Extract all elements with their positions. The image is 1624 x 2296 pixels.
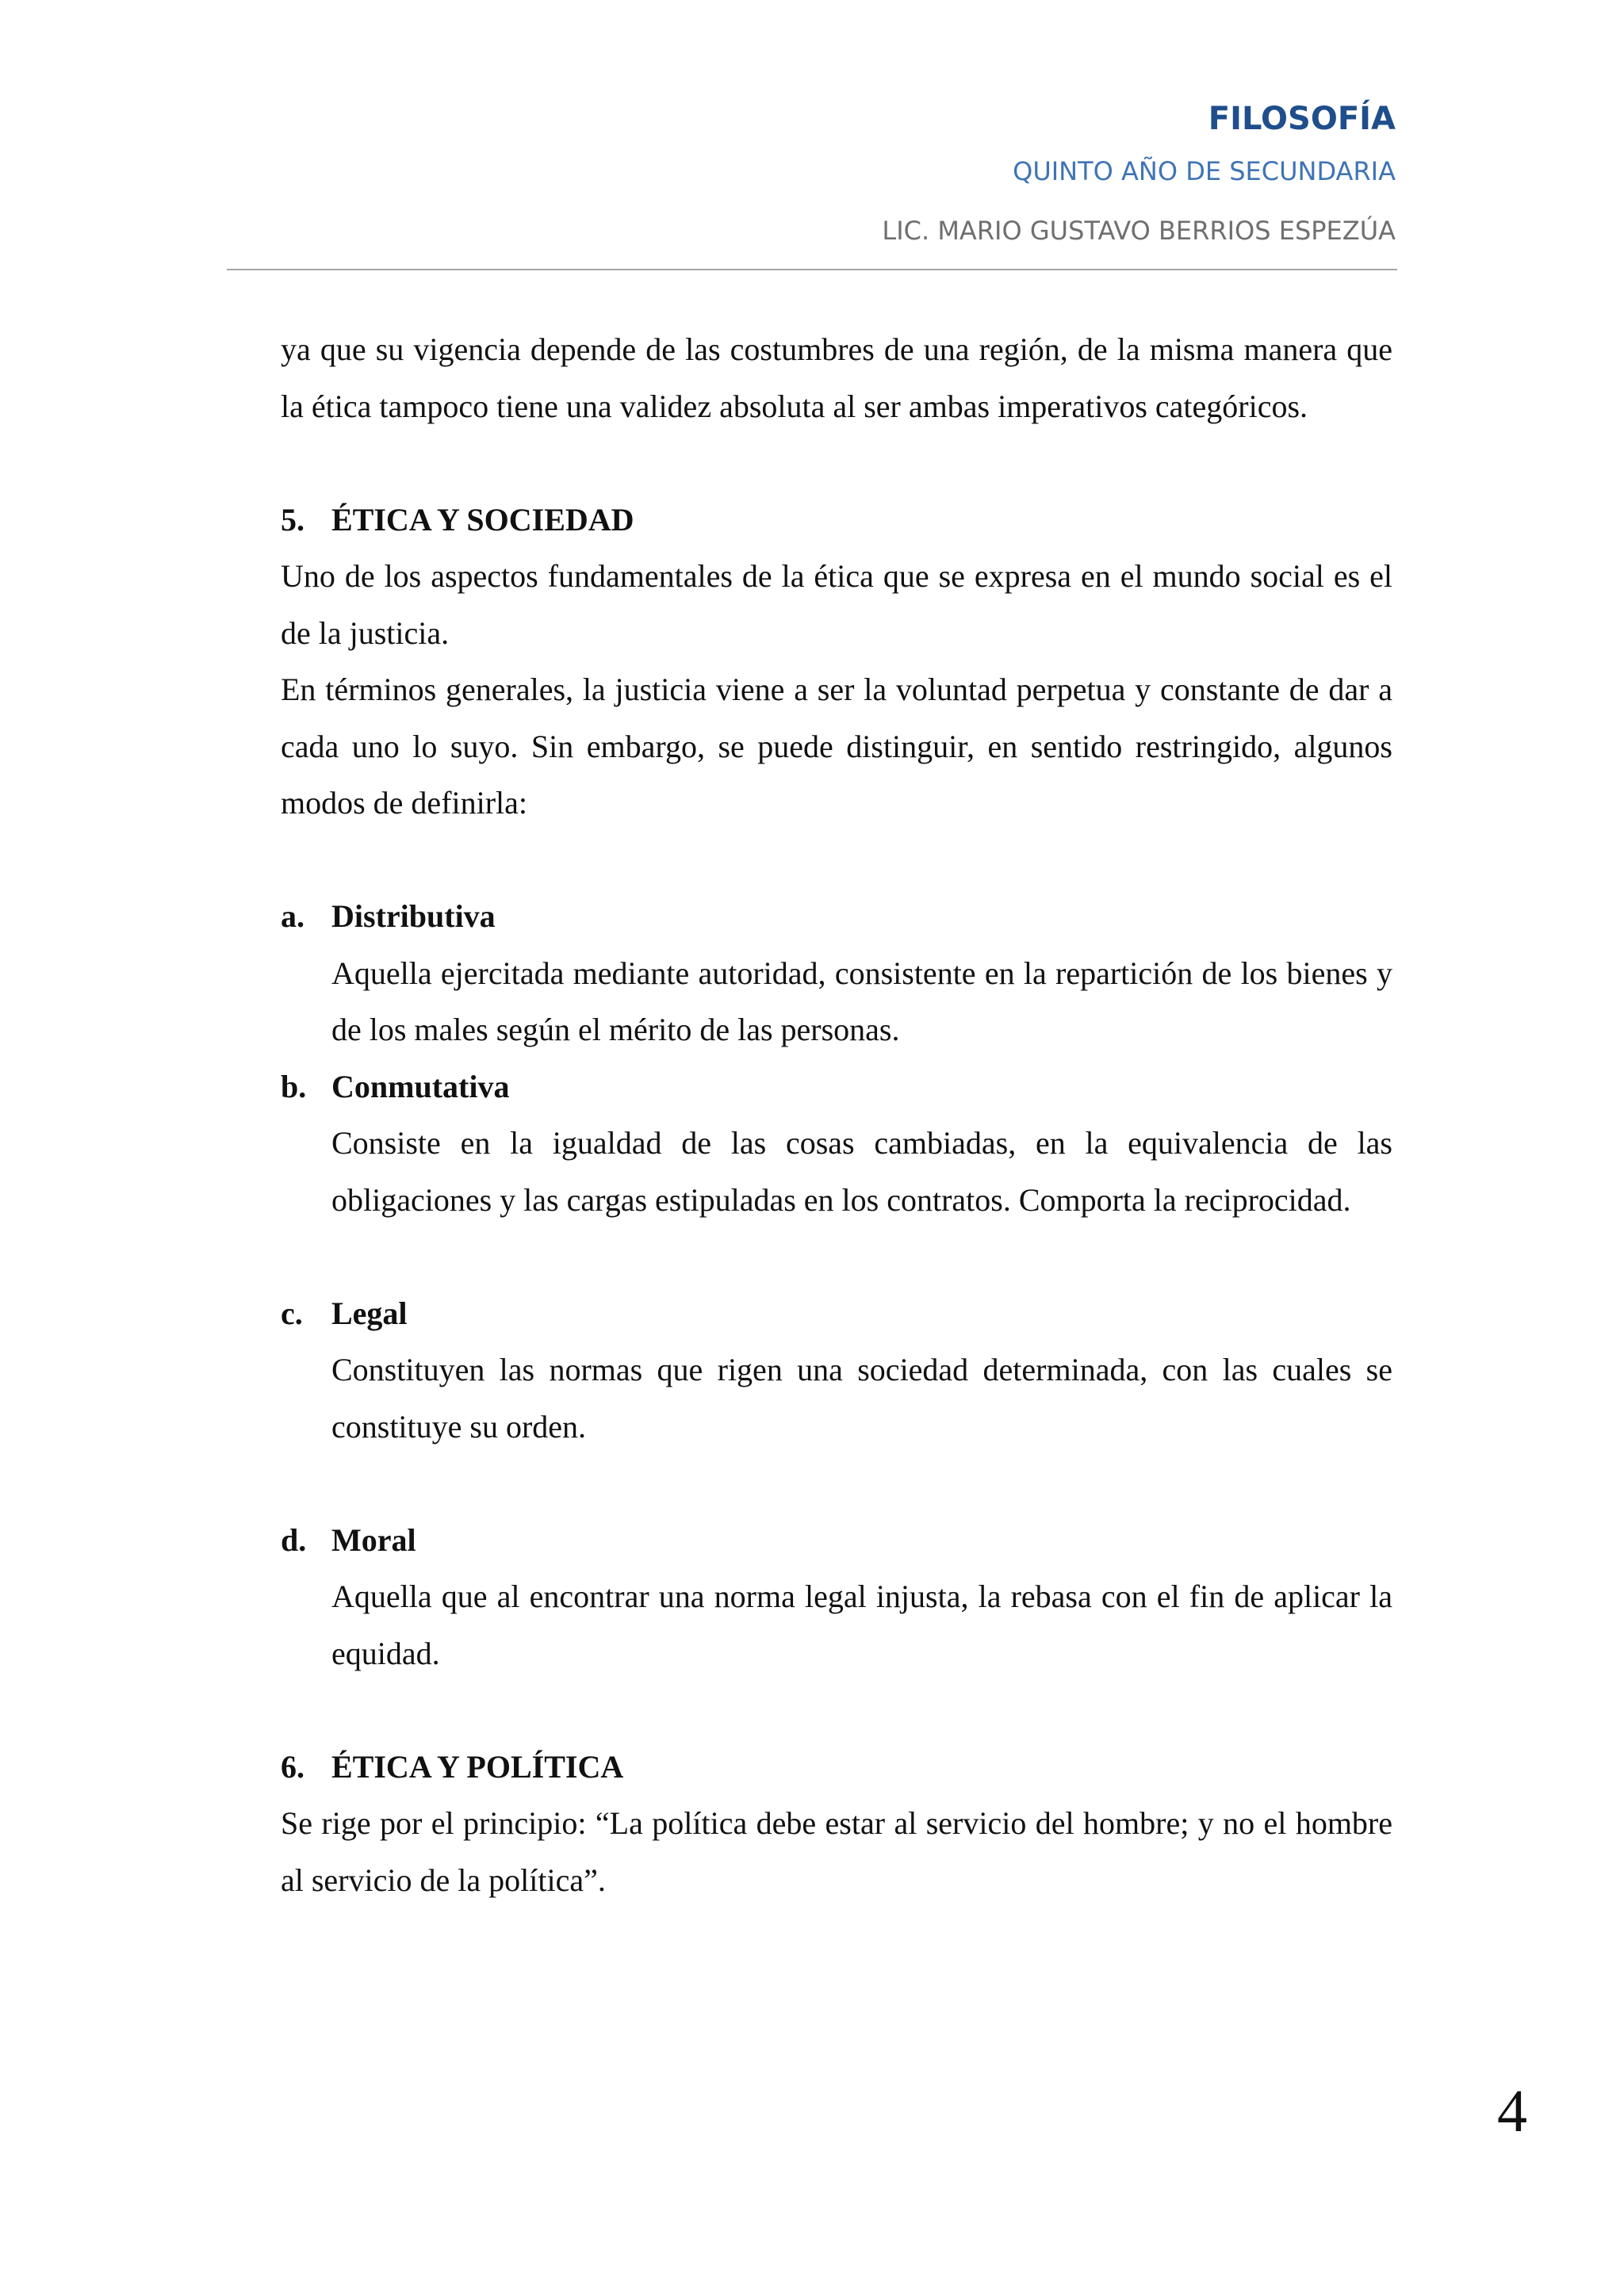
justice-item-d-letter: d. — [281, 1521, 307, 1558]
section-6-paragraph-1: Se rige por el principio: “La política debe estar al servicio del hombre; y no el hombre al servicio de la política”. — [281, 1805, 1392, 1898]
header-divider — [227, 269, 1397, 270]
header-author: LIC. MARIO GUSTAVO BERRIOS ESPEZÚA — [882, 216, 1396, 246]
justice-item-c-title: Legal — [331, 1295, 408, 1331]
justice-item-c-letter: c. — [281, 1295, 303, 1331]
justice-item-a-letter: a. — [281, 898, 304, 934]
intro-paragraph: ya que su vigencia depende de las costumbres de una región, de la misma manera que la ética tampoco tiene una validez absoluta al ser ambas imperativos categóricos. — [281, 331, 1392, 424]
section-6-title: ÉTICA Y POLÍTICA — [331, 1748, 624, 1785]
justice-item-b-letter: b. — [281, 1068, 307, 1104]
spacer — [281, 1682, 1392, 1739]
justice-item-a-title: Distributiva — [331, 898, 496, 934]
page-header — [228, 95, 1396, 250]
spacer — [281, 434, 1392, 492]
spacer — [281, 1455, 1392, 1512]
justice-item-b-title: Conmutativa — [331, 1068, 510, 1104]
section-5-paragraph-1: Uno de los aspectos fundamentales de la ética que se expresa en el mundo social es el de la justicia. — [281, 558, 1392, 651]
spacer — [281, 1228, 1392, 1285]
justice-item-c-text: Constituyen las normas que rigen una sociedad determinada, con las cuales se constituye su orden. — [331, 1352, 1392, 1445]
section-5-number: 5. — [281, 501, 304, 538]
spacer — [281, 832, 1392, 889]
justice-item-d-title: Moral — [331, 1521, 416, 1558]
justice-item-d-text: Aquella que al encontrar una norma legal injusta, la rebasa con el fin de aplicar la equidad. — [331, 1578, 1392, 1671]
justice-item-c-heading — [281, 1285, 1392, 1342]
header-grade: QUINTO AÑO DE SECUNDARIA — [1013, 156, 1396, 186]
section-6-number: 6. — [281, 1748, 304, 1785]
justice-item-d-heading — [281, 1512, 1392, 1569]
section-5-paragraph-2: En términos generales, la justicia viene a ser la voluntad perpetua y constante de dar a cada uno lo suyo. Sin embargo, se puede distinguir, en sentido restringido, algunos modos de definirla: — [281, 672, 1392, 821]
header-subject: FILOSOFÍA — [1208, 101, 1396, 137]
justice-item-a-heading — [281, 888, 1392, 945]
section-6-heading — [281, 1739, 1392, 1796]
document-body — [281, 321, 1392, 1908]
justice-item-b-text: Consiste en la igualdad de las cosas cambiadas, en la equivalencia de las obligaciones y las cargas estipuladas en los contratos. Comporta la reciprocidad. — [331, 1125, 1392, 1218]
section-5-heading — [281, 492, 1392, 549]
justice-item-b-heading — [281, 1058, 1392, 1115]
page-number: 4 — [1497, 2078, 1527, 2145]
justice-item-a-text: Aquella ejercitada mediante autoridad, consistente en la repartición de los bienes y de los males según el mérito de las personas. — [331, 955, 1392, 1047]
section-5-title: ÉTICA Y SOCIEDAD — [331, 501, 634, 538]
